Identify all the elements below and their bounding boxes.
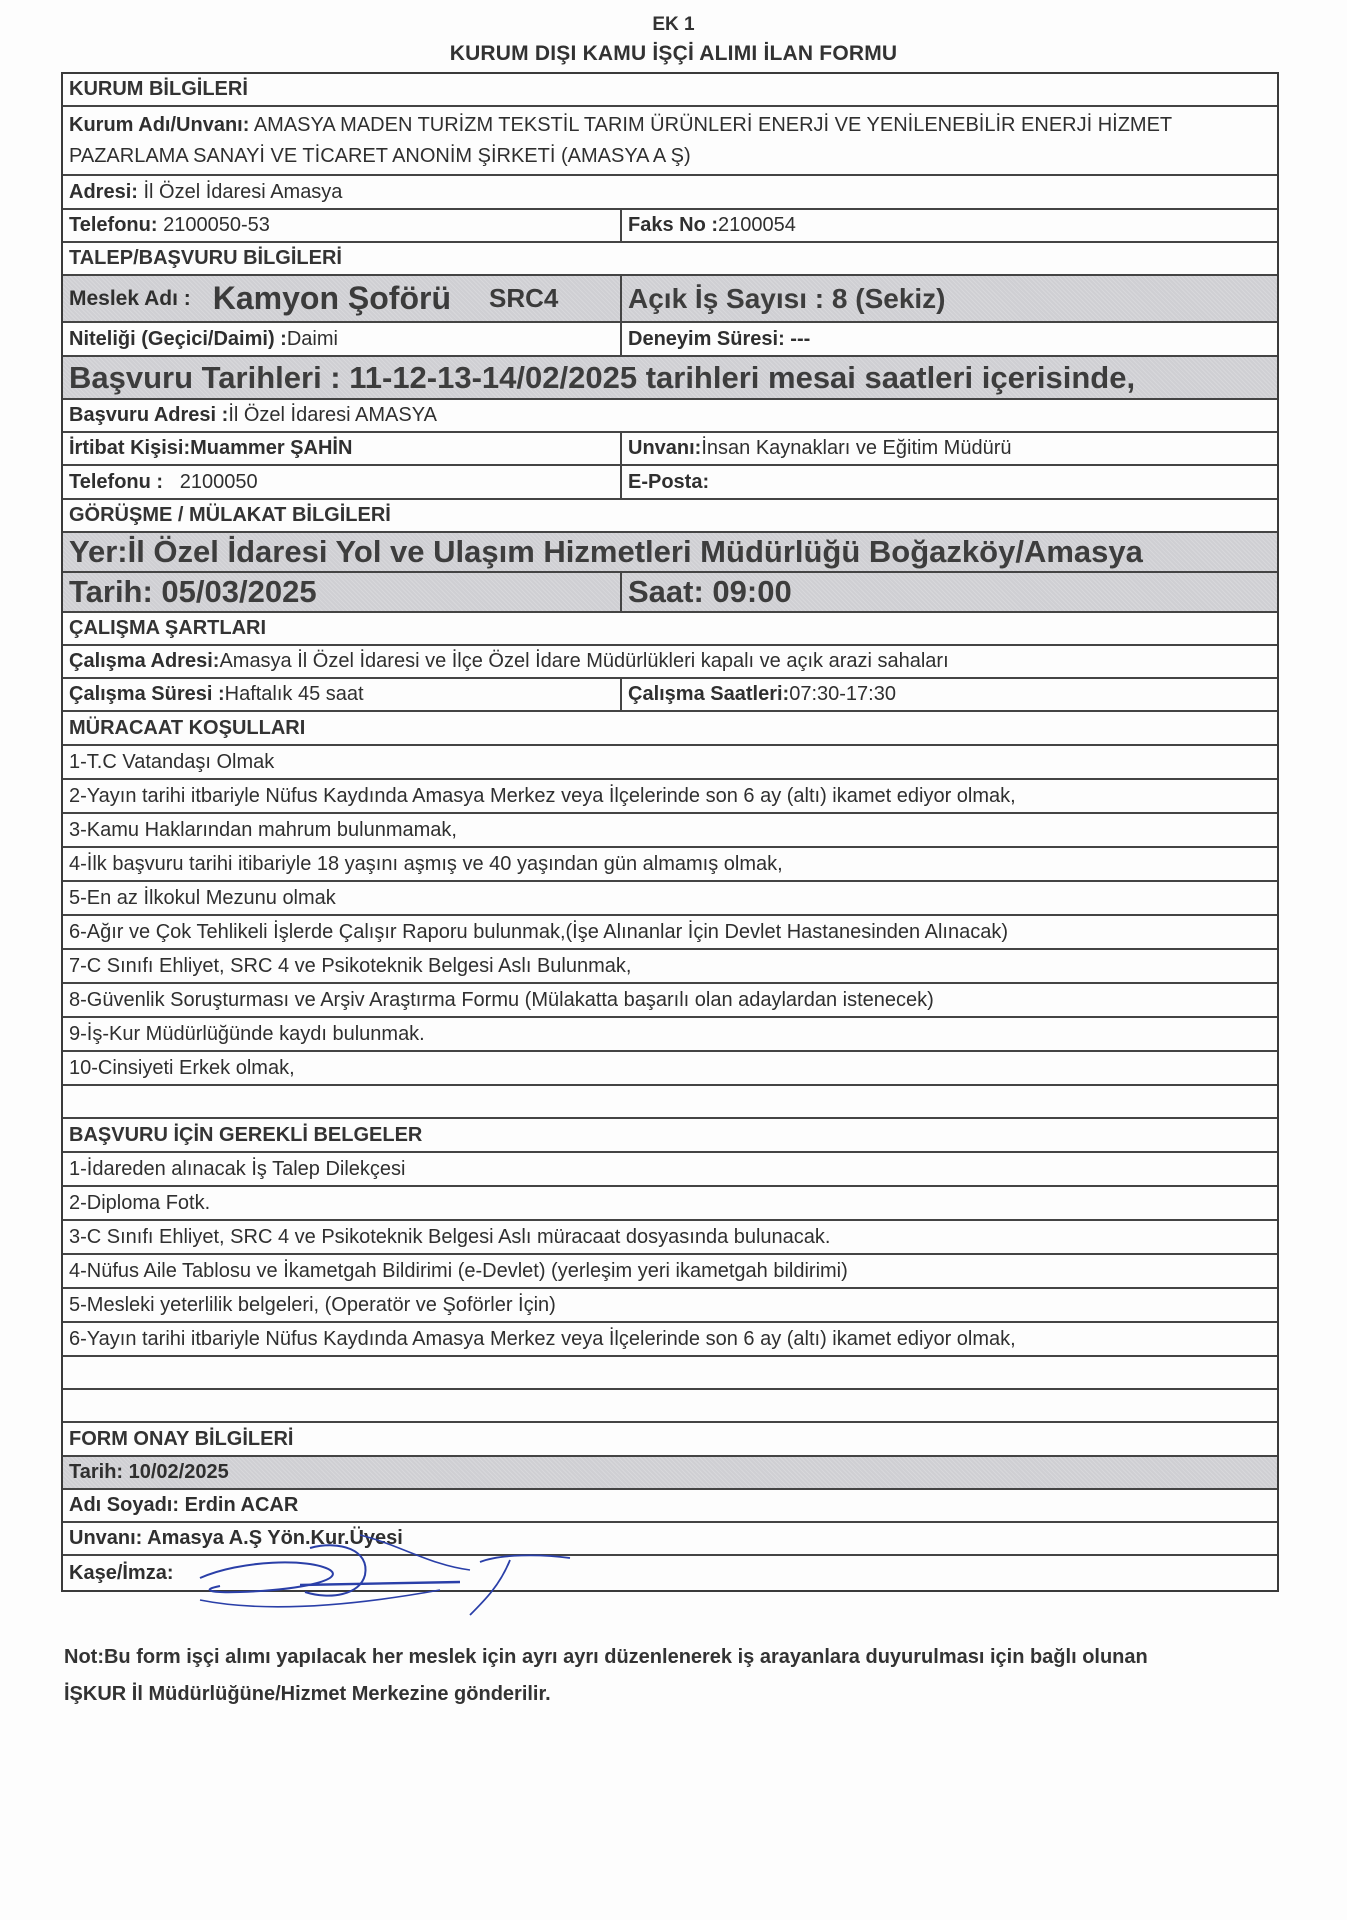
work-duration-row <box>63 679 1277 712</box>
requirement-item: 4-İlk başvuru tarihi itibariyle 18 yaşını aşmış ve 40 yaşından gün almamış olmak, <box>69 852 783 875</box>
document-item: 6-Yayın tarihi itbariyle Nüfus Kaydında Amasya Merkez veya İlçelerinde son 6 ay (altı) ikamet ediyor olmak, <box>69 1327 1016 1350</box>
empty-row <box>63 1357 1277 1390</box>
list-item <box>63 882 1277 916</box>
list-item <box>63 848 1277 882</box>
institution-address-row <box>63 176 1277 210</box>
approver-name: Adı Soyadı: Erdin ACAR <box>69 1494 299 1516</box>
list-item <box>63 916 1277 950</box>
list-item <box>63 1323 1277 1357</box>
contact-title: İnsan Kaynakları ve Eğitim Müdürü <box>701 437 1012 459</box>
field-label: Faks No : <box>628 214 719 236</box>
occupation-name: Kamyon Şoförü <box>212 280 451 316</box>
institution-fax: 2100054 <box>718 214 796 236</box>
section-calisma <box>63 613 1277 646</box>
section-heading: MÜRACAAT KOŞULLARI <box>69 716 306 739</box>
interview-datetime-row <box>63 573 1277 613</box>
list-item <box>63 1153 1277 1187</box>
approval-date-row <box>63 1457 1277 1490</box>
signature-row <box>63 1556 1277 1590</box>
field-label: Unvanı: <box>628 437 702 459</box>
interview-place: Yer:İl Özel İdaresi Yol ve Ulaşım Hizmetleri Müdürlüğü Boğazköy/Amasya <box>69 534 1143 569</box>
application-address: İl Özel İdaresi AMASYA <box>228 404 437 426</box>
field-label: İrtibat Kişisi: <box>69 437 191 459</box>
list-item <box>63 1052 1277 1086</box>
institution-name-line2: PAZARLAMA SANAYİ VE TİCARET ANONİM ŞİRKETİ (AMASYA A Ş) <box>69 144 691 167</box>
field-label: E-Posta: <box>628 470 710 493</box>
section-heading: GÖRÜŞME / MÜLAKAT BİLGİLERİ <box>69 504 391 526</box>
section-mulakat <box>63 500 1277 533</box>
list-item <box>63 1289 1277 1323</box>
interview-time: Saat: 09:00 <box>628 574 792 609</box>
list-item <box>63 1255 1277 1289</box>
requirement-item: 7-C Sınıfı Ehliyet, SRC 4 ve Psikoteknik Belgesi Aslı Bulunmak, <box>69 954 632 977</box>
employment-nature: Daimi <box>286 327 338 350</box>
section-onay <box>63 1423 1277 1457</box>
application-dates-row <box>63 357 1277 400</box>
document-item: 4-Nüfus Aile Tablosu ve İkametgah Bildirimi (e-Devlet) (yerleşim yeri ikametgah bildirimi) <box>69 1259 848 1282</box>
annex-label: EK 1 <box>652 14 695 35</box>
field-label: Kurum Adı/Unvanı: <box>69 113 250 136</box>
occupation-code: SRC4 <box>489 283 559 313</box>
work-address-row <box>63 646 1277 679</box>
requirement-item: 6-Ağır ve Çok Tehlikeli İşlerde Çalışır Raporu bulunmak,(İşe Alınanlar İçin Devlet Hastanesinden Alınacak) <box>69 920 1008 943</box>
list-item <box>63 1187 1277 1221</box>
application-address-row <box>63 400 1277 433</box>
field-label: Telefonu : <box>69 470 164 493</box>
list-item <box>63 1018 1277 1052</box>
list-item <box>63 1221 1277 1255</box>
section-heading: FORM ONAY BİLGİLERİ <box>69 1427 294 1450</box>
list-item <box>63 950 1277 984</box>
institution-phone: 2100050-53 <box>163 214 270 236</box>
requirement-item: 9-İş-Kur Müdürlüğünde kaydı bulunmak. <box>69 1022 425 1045</box>
field-label: Başvuru Adresi : <box>69 404 229 426</box>
requirement-item: 3-Kamu Haklarından mahrum bulunmamak, <box>69 818 457 841</box>
open-positions: Açık İş Sayısı : 8 (Sekiz) <box>628 282 946 314</box>
interview-place-row <box>63 533 1277 573</box>
requirement-item: 1-T.C Vatandaşı Olmak <box>69 750 275 773</box>
field-label: Çalışma Adresi: <box>69 650 220 672</box>
requirement-item: 10-Cinsiyeti Erkek olmak, <box>69 1056 295 1079</box>
work-hours: 07:30-17:30 <box>789 683 896 705</box>
empty-row <box>63 1086 1277 1119</box>
nature-row <box>63 323 1277 357</box>
document-item: 3-C Sınıfı Ehliyet, SRC 4 ve Psikoteknik Belgesi Aslı müracaat dosyasında bulunacak. <box>69 1225 831 1248</box>
section-kurum <box>63 74 1277 107</box>
institution-name-row <box>63 107 1277 176</box>
institution-name <box>63 107 1277 174</box>
field-label: Adresi: <box>69 180 138 203</box>
contact-row <box>63 433 1277 466</box>
approver-title: Unvanı: Amasya A.Ş Yön.Kur.Üyesi <box>69 1527 403 1549</box>
section-heading: KURUM BİLGİLERİ <box>69 78 248 100</box>
interview-date: Tarih: 05/03/2025 <box>63 573 622 611</box>
field-label: Çalışma Süresi : <box>69 683 225 705</box>
document-item: 2-Diploma Fotk. <box>69 1191 211 1214</box>
list-item <box>63 780 1277 814</box>
requirement-item: 8-Güvenlik Soruşturması ve Arşiv Araştırma Formu (Mülakatta başarılı olan adaylardan istenecek) <box>69 988 934 1011</box>
document-item: 5-Mesleki yeterlilik belgeleri, (Operatör ve Şoförler İçin) <box>69 1293 556 1316</box>
experience-duration: --- <box>790 327 811 350</box>
work-address: Amasya İl Özel İdaresi ve İlçe Özel İdare Müdürlükleri kapalı ve açık arazi sahaları <box>219 650 949 672</box>
work-duration: Haftalık 45 saat <box>224 683 364 705</box>
section-heading: ÇALIŞMA ŞARTLARI <box>69 617 267 639</box>
signature-label: Kaşe/İmza: <box>69 1561 174 1584</box>
institution-contact-row <box>63 210 1277 243</box>
field-label: Niteliği (Geçici/Daimi) : <box>69 327 287 350</box>
contact-person: Muammer ŞAHİN <box>190 437 353 459</box>
form-title: KURUM DIŞI KAMU İŞÇİ ALIMI İLAN FORMU <box>449 42 898 65</box>
field-label: Meslek Adı : <box>69 286 191 310</box>
approver-name-row <box>63 1490 1277 1523</box>
section-heading: BAŞVURU İÇİN GEREKLİ BELGELER <box>69 1123 423 1146</box>
requirement-item: 2-Yayın tarihi itbariyle Nüfus Kaydında Amasya Merkez veya İlçelerinde son 6 ay (altı) ikamet ediyor olmak, <box>69 784 1016 807</box>
occupation-row <box>63 276 1277 323</box>
contact-phone: 2100050 <box>179 470 258 493</box>
contact-phone-row <box>63 466 1277 500</box>
institution-name-line1: AMASYA MADEN TURİZM TEKSTİL TARIM ÜRÜNLERİ ENERJİ VE YENİLENEBİLİR ENERJİ HİZMET <box>253 113 1173 136</box>
footer-note-line1: Not:Bu form işçi alımı yapılacak her meslek için ayrı ayrı düzenlenerek iş arayanlara duyurulması için bağlı olunan <box>64 1646 1148 1668</box>
section-talep <box>63 243 1277 276</box>
section-belgeler <box>63 1119 1277 1153</box>
document-item: 1-İdareden alınacak İş Talep Dilekçesi <box>69 1157 406 1180</box>
institution-address: İl Özel İdaresi Amasya <box>143 180 343 203</box>
empty-row <box>63 1390 1277 1423</box>
requirement-item: 5-En az İlkokul Mezunu olmak <box>69 886 336 909</box>
section-kosullar <box>63 712 1277 746</box>
footer-note-line2: İŞKUR İl Müdürlüğüne/Hizmet Merkezine gönderilir. <box>64 1683 551 1705</box>
field-label: Çalışma Saatleri: <box>628 683 790 705</box>
job-posting-form <box>61 72 1279 1592</box>
application-dates: Başvuru Tarihleri : 11-12-13-14/02/2025 tarihleri mesai saatleri içerisinde, <box>69 359 1136 395</box>
field-label: Deneyim Süresi: <box>628 327 785 350</box>
approver-title-row <box>63 1523 1277 1556</box>
section-heading: TALEP/BAŞVURU BİLGİLERİ <box>69 247 342 269</box>
list-item <box>63 814 1277 848</box>
approval-date: Tarih: 10/02/2025 <box>69 1461 229 1483</box>
list-item <box>63 984 1277 1018</box>
field-label: Telefonu: <box>69 214 158 236</box>
list-item <box>63 746 1277 780</box>
